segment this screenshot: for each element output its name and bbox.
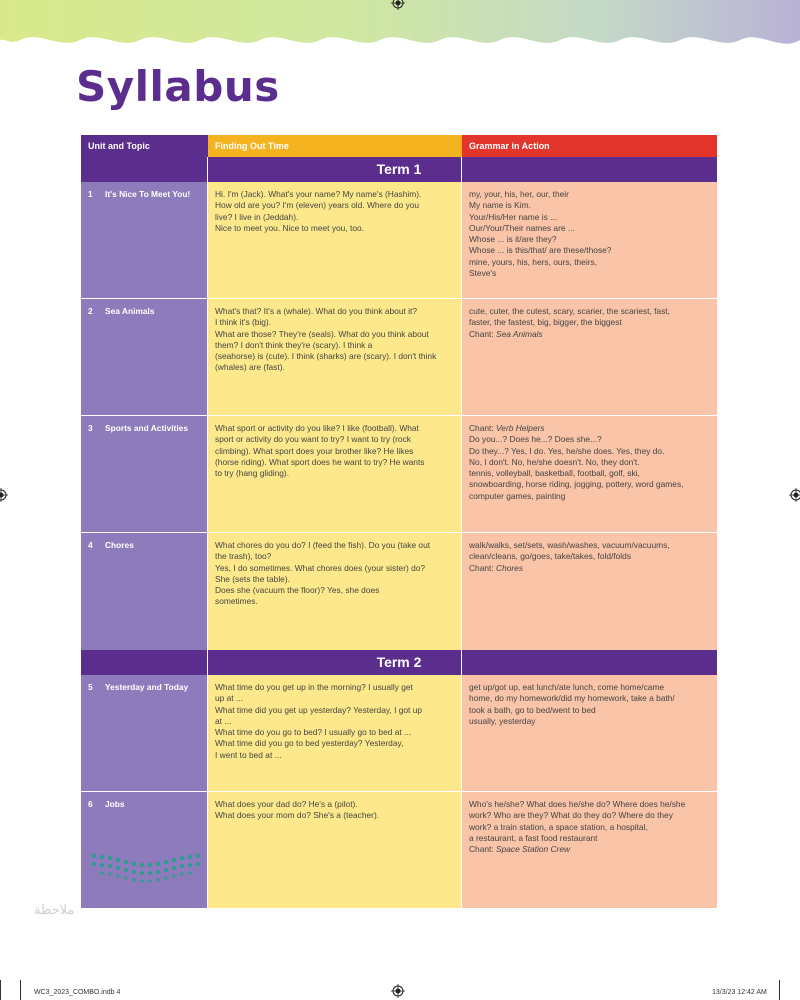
registration-mark-icon [391,984,405,998]
column-divider [207,157,208,908]
grammar-line: faster, the fastest, big, bigger, the biggest [469,317,622,328]
finding-line: live? I live in (Jeddah). [215,211,299,222]
column-divider [461,157,462,908]
grammar-line: Do you...? Does he...? Does she...? [469,434,602,445]
unit-cell [81,416,207,532]
grammar-line: Whose ... is it/are they? [469,234,557,245]
unit-cell [81,533,207,650]
crop-mark [0,980,1,1000]
grammar-line: Whose ... is this/that/ are these/those? [469,245,612,256]
grammar-line: mine, yours, his, hers, ours, theirs, [469,256,597,267]
finding-line: What time do you go to bed? I usually go to bed at ... [215,727,412,738]
grammar-line [469,329,709,340]
watermark-text: ملاحظة [34,902,75,917]
dot-pattern-watermark-icon [90,852,206,888]
finding-line: climbing). What sport does your brother like? He likes [215,445,414,456]
page-title: Syllabus [76,62,280,111]
grammar-line: Do they...? Yes, I do. Yes, he/she does. Yes, they do. [469,445,665,456]
finding-line: Hi. I'm (Jack). What's your name? My name's (Hashim). [215,189,422,199]
finding-line: Nice to meet you. Nice to meet you, too. [215,222,364,233]
unit-topic: Jobs [105,799,125,809]
chant-title: Space Station Crew [496,844,571,855]
grammar-line: No, I don't. No, he/she doesn't. No, they don't. [469,456,640,467]
finding-line: sport or activity do you want to try? I want to try (rock [215,434,411,445]
finding-out-cell [208,675,461,791]
finding-line: What time did you go to bed yesterday? Yesterday, [215,738,404,749]
unit-topic: Yesterday and Today [105,682,189,692]
grammar-line: computer games, painting [469,490,566,501]
grammar-line: get up/got up, eat lunch/ate lunch, come home/came [469,682,665,692]
grammar-line: Your/His/Her name is ... [469,211,558,222]
chant-title: Verb Helpers [496,423,545,433]
table-row [81,182,717,298]
table-row [81,792,717,908]
finding-out-cell [208,416,461,532]
grammar-cell [462,182,717,298]
grammar-line: cute, cuter, the cutest, scary, scarier, the scariest, fast, [469,306,670,316]
finding-line: What does your dad do? He's a (pilot). [215,799,358,809]
grammar-line: a restaurant, a fast food restaurant [469,832,598,843]
finding-line: What time did you get up yesterday? Yesterday, I got up [215,704,423,715]
grammar-line: clean/cleans, go/goes, take/takes, fold/folds [469,551,632,562]
registration-mark-icon [789,488,800,502]
unit-number: 6 [88,799,93,809]
unit-cell [81,182,207,298]
footer-timestamp: 13/3/23 12:42 AM [712,989,767,996]
finding-line: (whales) are (fast). [215,362,285,373]
grammar-line [469,844,709,855]
table-row [81,416,717,532]
grammar-line: work? a train station, a space station, a hospital, [469,821,648,832]
term-heading: Term 1 [81,157,717,182]
unit-number: 5 [88,682,93,692]
grammar-line [469,423,709,434]
finding-line: at ... [215,715,232,726]
table-header-row [81,135,717,157]
grammar-line: work? Who are they? What do they do? Where do they [469,810,673,821]
crop-mark [20,980,21,1000]
finding-line: (horse riding). What sport does he want to try? He wants [215,456,425,467]
finding-line: sometimes. [215,596,258,607]
table-row [81,299,717,415]
grammar-line: Our/Your/Their names are ... [469,222,575,233]
finding-line: What's that? It's a (whale). What do you think about it? [215,306,417,316]
grammar-cell [462,792,717,908]
syllabus-table [81,135,717,908]
registration-mark-icon [391,0,405,10]
grammar-cell [462,416,717,532]
grammar-line: snowboarding, horse riding, jogging, pottery, word games, [469,479,684,490]
finding-line: She (sets the table). [215,573,290,584]
finding-out-cell [208,299,461,415]
grammar-line: home, do my homework/did my homework, take a bath/ [469,693,675,704]
finding-out-cell [208,533,461,650]
chant-title: Sea Animals [496,328,543,339]
finding-out-cell [208,182,461,298]
grammar-line: Steve's [469,268,497,279]
finding-line: (seahorse) is (cute). I think (sharks) are (scary). I don't think [215,351,437,362]
registration-mark-icon [0,488,8,502]
grammar-line: My name is Kim. [469,200,531,211]
finding-line: Yes, I do sometimes. What chores does (your sister) do? [215,562,426,573]
header-grammar-in-action: Grammar in Action [462,135,717,157]
grammar-line: usually, yesterday [469,715,536,726]
finding-line: the trash), too? [215,551,272,562]
unit-number: 3 [88,423,93,433]
chant-title: Chores [496,562,524,573]
grammar-line: Who's he/she? What does he/she do? Where does he/she [469,799,686,809]
finding-line: What sport or activity do you like? I like (football). What [215,423,419,433]
crop-mark [779,980,780,1000]
unit-topic: Chores [105,540,134,550]
finding-line: Does she (vacuum the floor)? Yes, she does [215,585,380,596]
unit-cell [81,792,207,908]
unit-cell [81,675,207,791]
header-unit-and-topic: Unit and Topic [81,135,208,157]
grammar-line: walk/walks, set/sets, wash/washes, vacuum/vacuums, [469,540,670,550]
grammar-line: tennis, volleyball, basketball, football, golf, ski, [469,468,640,479]
grammar-cell [462,533,717,650]
unit-topic: It's Nice To Meet You! [105,189,191,199]
unit-number: 2 [88,306,93,316]
chant-label: Chant: [469,423,497,433]
finding-line: I went to bed at ... [215,749,282,760]
table-row [81,675,717,791]
finding-line: What does your mom do? She's a (teacher). [215,810,380,821]
grammar-line: my, your, his, her, our, their [469,189,569,199]
finding-line: to try (hang gliding). [215,468,290,479]
unit-number: 1 [88,189,93,199]
finding-line: them? I don't think they're (scary). I think a [215,339,373,350]
unit-number: 4 [88,540,93,550]
finding-line: What chores do you do? I (feed the fish). Do you (take out [215,540,431,550]
finding-line: What are those? They're (seals). What do you think about [215,328,429,339]
chant-label: Chant: [469,562,497,573]
unit-cell [81,299,207,415]
unit-topic: Sports and Activities [105,423,188,433]
grammar-cell [462,299,717,415]
chant-label: Chant: [469,328,497,339]
grammar-line: took a bath, go to bed/went to bed [469,704,596,715]
table-row [81,533,717,650]
finding-line: I think it's (big). [215,317,272,328]
finding-line: How old are you? I'm (eleven) years old. Where do you [215,200,420,211]
footer-file-name: WC3_2023_COMBO.indb 4 [34,989,121,996]
chant-label: Chant: [469,844,497,855]
header-finding-out-time: Finding Out Time [208,135,462,157]
term-heading: Term 2 [81,650,717,675]
finding-out-cell [208,792,461,908]
finding-line: up at ... [215,693,243,704]
grammar-line [469,563,709,574]
finding-line: What time do you get up in the morning? I usually get [215,682,413,692]
unit-topic: Sea Animals [105,306,155,316]
grammar-cell [462,675,717,791]
